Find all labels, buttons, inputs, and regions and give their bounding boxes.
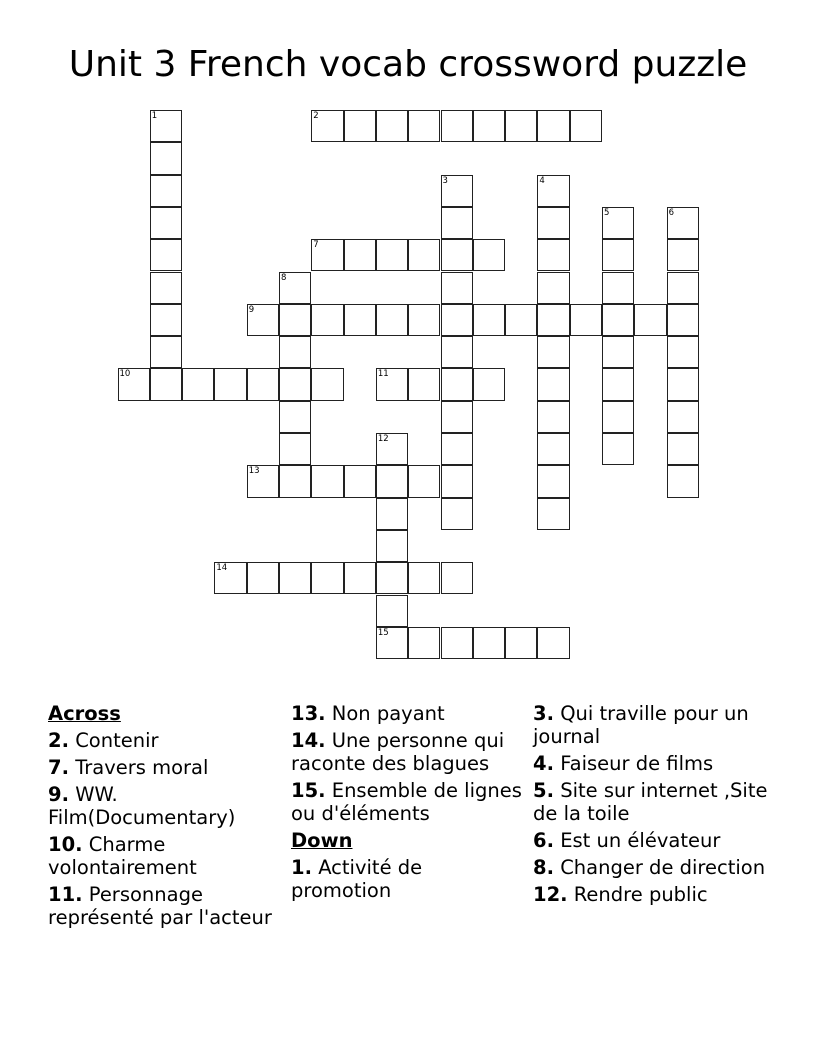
grid-cell[interactable] [150,142,182,174]
grid-cell[interactable] [247,304,279,336]
grid-cell[interactable] [376,465,408,497]
grid-cell[interactable] [150,368,182,400]
grid-cell[interactable] [473,239,505,271]
clue-item-text: Faiseur de films [560,752,714,775]
clue-item-text: Non payant [331,702,445,725]
grid-cell[interactable] [408,627,440,659]
grid-cell[interactable] [602,401,634,433]
grid-cell[interactable] [441,498,473,530]
grid-cell[interactable] [602,368,634,400]
clue-number: 15 [377,627,389,638]
grid-cell[interactable] [214,562,246,594]
clue-item-number: 3. [533,702,554,725]
grid-cell[interactable] [279,368,311,400]
grid-cell[interactable] [150,110,182,142]
clue-item [533,829,768,852]
grid-cell[interactable] [279,562,311,594]
grid-cell[interactable] [247,562,279,594]
grid-cell[interactable] [441,562,473,594]
across-heading: Across [48,702,121,725]
grid-cell[interactable] [311,368,343,400]
grid-cell[interactable] [570,110,602,142]
clue-item-text: Rendre public [573,883,708,906]
grid-cell[interactable] [667,401,699,433]
grid-cell[interactable] [441,627,473,659]
grid-cell[interactable] [441,433,473,465]
grid-cell[interactable] [441,368,473,400]
grid-cell[interactable] [311,239,343,271]
grid-cell[interactable] [441,272,473,304]
clue-number: 2 [313,111,319,121]
grid-cell[interactable] [311,304,343,336]
clue-item [533,702,768,748]
grid-cell[interactable] [441,304,473,336]
grid-cell[interactable] [537,433,569,465]
grid-cell[interactable] [537,627,569,659]
clue-number: 5 [604,207,610,218]
grid-cell[interactable] [667,272,699,304]
grid-cell[interactable] [667,433,699,465]
grid-cell[interactable] [537,465,569,497]
grid-cell[interactable] [667,336,699,368]
clue-item-text: Personnage représenté par l'acteur [48,883,272,929]
clue-number: 8 [281,272,287,283]
grid-cell[interactable] [537,175,569,207]
grid-cell[interactable] [473,304,505,336]
grid-cell[interactable] [118,368,150,400]
clue-number: 9 [248,304,255,315]
clue-item [533,856,768,879]
down-heading: Down [291,829,353,852]
grid-cell[interactable] [667,368,699,400]
grid-cell[interactable] [408,368,440,400]
clue-item [291,702,526,725]
grid-cell[interactable] [602,272,634,304]
grid-cell[interactable] [505,627,537,659]
clue-number: 14 [216,563,228,574]
grid-cell[interactable] [602,207,634,239]
grid-cell[interactable] [150,336,182,368]
grid-cell[interactable] [279,465,311,497]
clue-number: 6 [668,207,675,218]
grid-cell[interactable] [376,304,408,336]
clue-number: 7 [313,240,319,251]
clue-item [48,783,283,829]
clue-item-number: 7. [48,756,69,779]
grid-cell[interactable] [408,110,440,142]
grid-cell[interactable] [408,562,440,594]
grid-cell[interactable] [602,304,634,336]
grid-cell[interactable] [376,595,408,627]
clue-column-1 [48,702,283,933]
grid-cell[interactable] [602,433,634,465]
grid-cell[interactable] [376,627,408,659]
grid-cell[interactable] [473,368,505,400]
grid-cell[interactable] [150,175,182,207]
clue-item-text: Contenir [75,729,159,752]
clue-number: 12 [377,434,389,444]
grid-cell[interactable] [537,239,569,271]
grid-cell[interactable] [182,368,214,400]
grid-cell[interactable] [376,433,408,465]
clue-item-number: 9. [48,783,69,806]
grid-cell[interactable] [667,239,699,271]
grid-cell[interactable] [537,207,569,239]
grid-cell[interactable] [667,207,699,239]
grid-cell[interactable] [537,304,569,336]
grid-cell[interactable] [602,336,634,368]
clue-item-number: 5. [533,779,554,802]
clue-item-number: 2. [48,729,69,752]
clue-item-text: Charme volontairement [48,833,197,879]
clue-number: 10 [119,369,131,380]
clue-number: 11 [377,369,389,380]
grid-cell[interactable] [441,401,473,433]
clue-item [48,883,283,929]
grid-cell[interactable] [311,465,343,497]
clue-item-number: 11. [48,883,83,906]
grid-cell[interactable] [279,304,311,336]
clue-column-3 [533,702,768,910]
grid-cell[interactable] [441,336,473,368]
clue-item-text: WW. Film(Documentary) [48,783,236,829]
clue-item-number: 4. [533,752,554,775]
clue-item-number: 12. [533,883,568,906]
clue-item [291,779,526,825]
grid-cell[interactable] [408,465,440,497]
clue-item-number: 13. [291,702,326,725]
grid-cell[interactable] [537,498,569,530]
grid-cell[interactable] [537,110,569,142]
clue-item [48,756,283,779]
grid-cell[interactable] [441,175,473,207]
grid-cell[interactable] [376,498,408,530]
grid-cell[interactable] [150,304,182,336]
page-title: Unit 3 French vocab crossword puzzle [68,44,748,85]
clue-item-text: Ensemble de lignes ou d'éléments [291,779,522,825]
grid-cell[interactable] [279,401,311,433]
grid-cell[interactable] [667,465,699,497]
grid-cell[interactable] [376,530,408,562]
grid-cell[interactable] [150,207,182,239]
grid-cell[interactable] [537,272,569,304]
clue-number: 4 [539,175,545,186]
grid-cell[interactable] [376,562,408,594]
grid-cell[interactable] [150,272,182,304]
clue-number: 13 [248,466,260,477]
grid-cell[interactable] [247,368,279,400]
clue-item [533,779,768,825]
grid-cell[interactable] [441,465,473,497]
grid-cell[interactable] [441,239,473,271]
clue-item-text: Travers moral [75,756,209,779]
clue-item [291,856,526,902]
grid-cell[interactable] [537,336,569,368]
grid-cell[interactable] [441,207,473,239]
grid-cell[interactable] [537,401,569,433]
grid-cell[interactable] [247,465,279,497]
grid-cell[interactable] [473,627,505,659]
clue-item-text: Qui traville pour un journal [533,702,749,748]
clue-item-number: 6. [533,829,554,852]
grid-cell[interactable] [279,272,311,304]
grid-cell[interactable] [279,433,311,465]
grid-cell[interactable] [344,110,376,142]
grid-cell[interactable] [311,562,343,594]
clue-item [291,729,526,775]
grid-cell[interactable] [634,304,666,336]
grid-cell[interactable] [376,368,408,400]
clue-item-number: 8. [533,856,554,879]
grid-cell[interactable] [537,368,569,400]
grid-cell[interactable] [667,304,699,336]
grid-cell[interactable] [376,239,408,271]
grid-cell[interactable] [344,465,376,497]
grid-cell[interactable] [150,239,182,271]
grid-cell[interactable] [311,110,343,142]
clue-item-text: Site sur internet ,Site de la toile [533,779,768,825]
clue-column-2 [291,702,526,906]
clue-item-number: 15. [291,779,326,802]
grid-cell[interactable] [505,304,537,336]
clue-item [533,752,768,775]
grid-cell[interactable] [214,368,246,400]
clue-item [48,833,283,879]
clue-item-text: Changer de direction [560,856,766,879]
grid-cell[interactable] [408,239,440,271]
grid-cell[interactable] [344,239,376,271]
grid-cell[interactable] [344,304,376,336]
grid-cell[interactable] [408,304,440,336]
grid-cell[interactable] [376,110,408,142]
grid-cell[interactable] [505,110,537,142]
clue-item [533,883,768,906]
grid-cell[interactable] [441,110,473,142]
grid-cell[interactable] [570,304,602,336]
clue-item-text: Est un élévateur [560,829,721,852]
clue-number: 1 [151,111,158,121]
grid-cell[interactable] [279,336,311,368]
clue-item [48,729,283,752]
grid-cell[interactable] [602,239,634,271]
clue-item-text: Une personne qui raconte des blagues [291,729,505,775]
clue-item-text: Activité de promotion [291,856,423,902]
clue-item-number: 10. [48,833,83,856]
clue-number: 3 [442,175,448,186]
clue-item-number: 1. [291,856,312,879]
clue-item-number: 14. [291,729,326,752]
grid-cell[interactable] [473,110,505,142]
grid-cell[interactable] [344,562,376,594]
